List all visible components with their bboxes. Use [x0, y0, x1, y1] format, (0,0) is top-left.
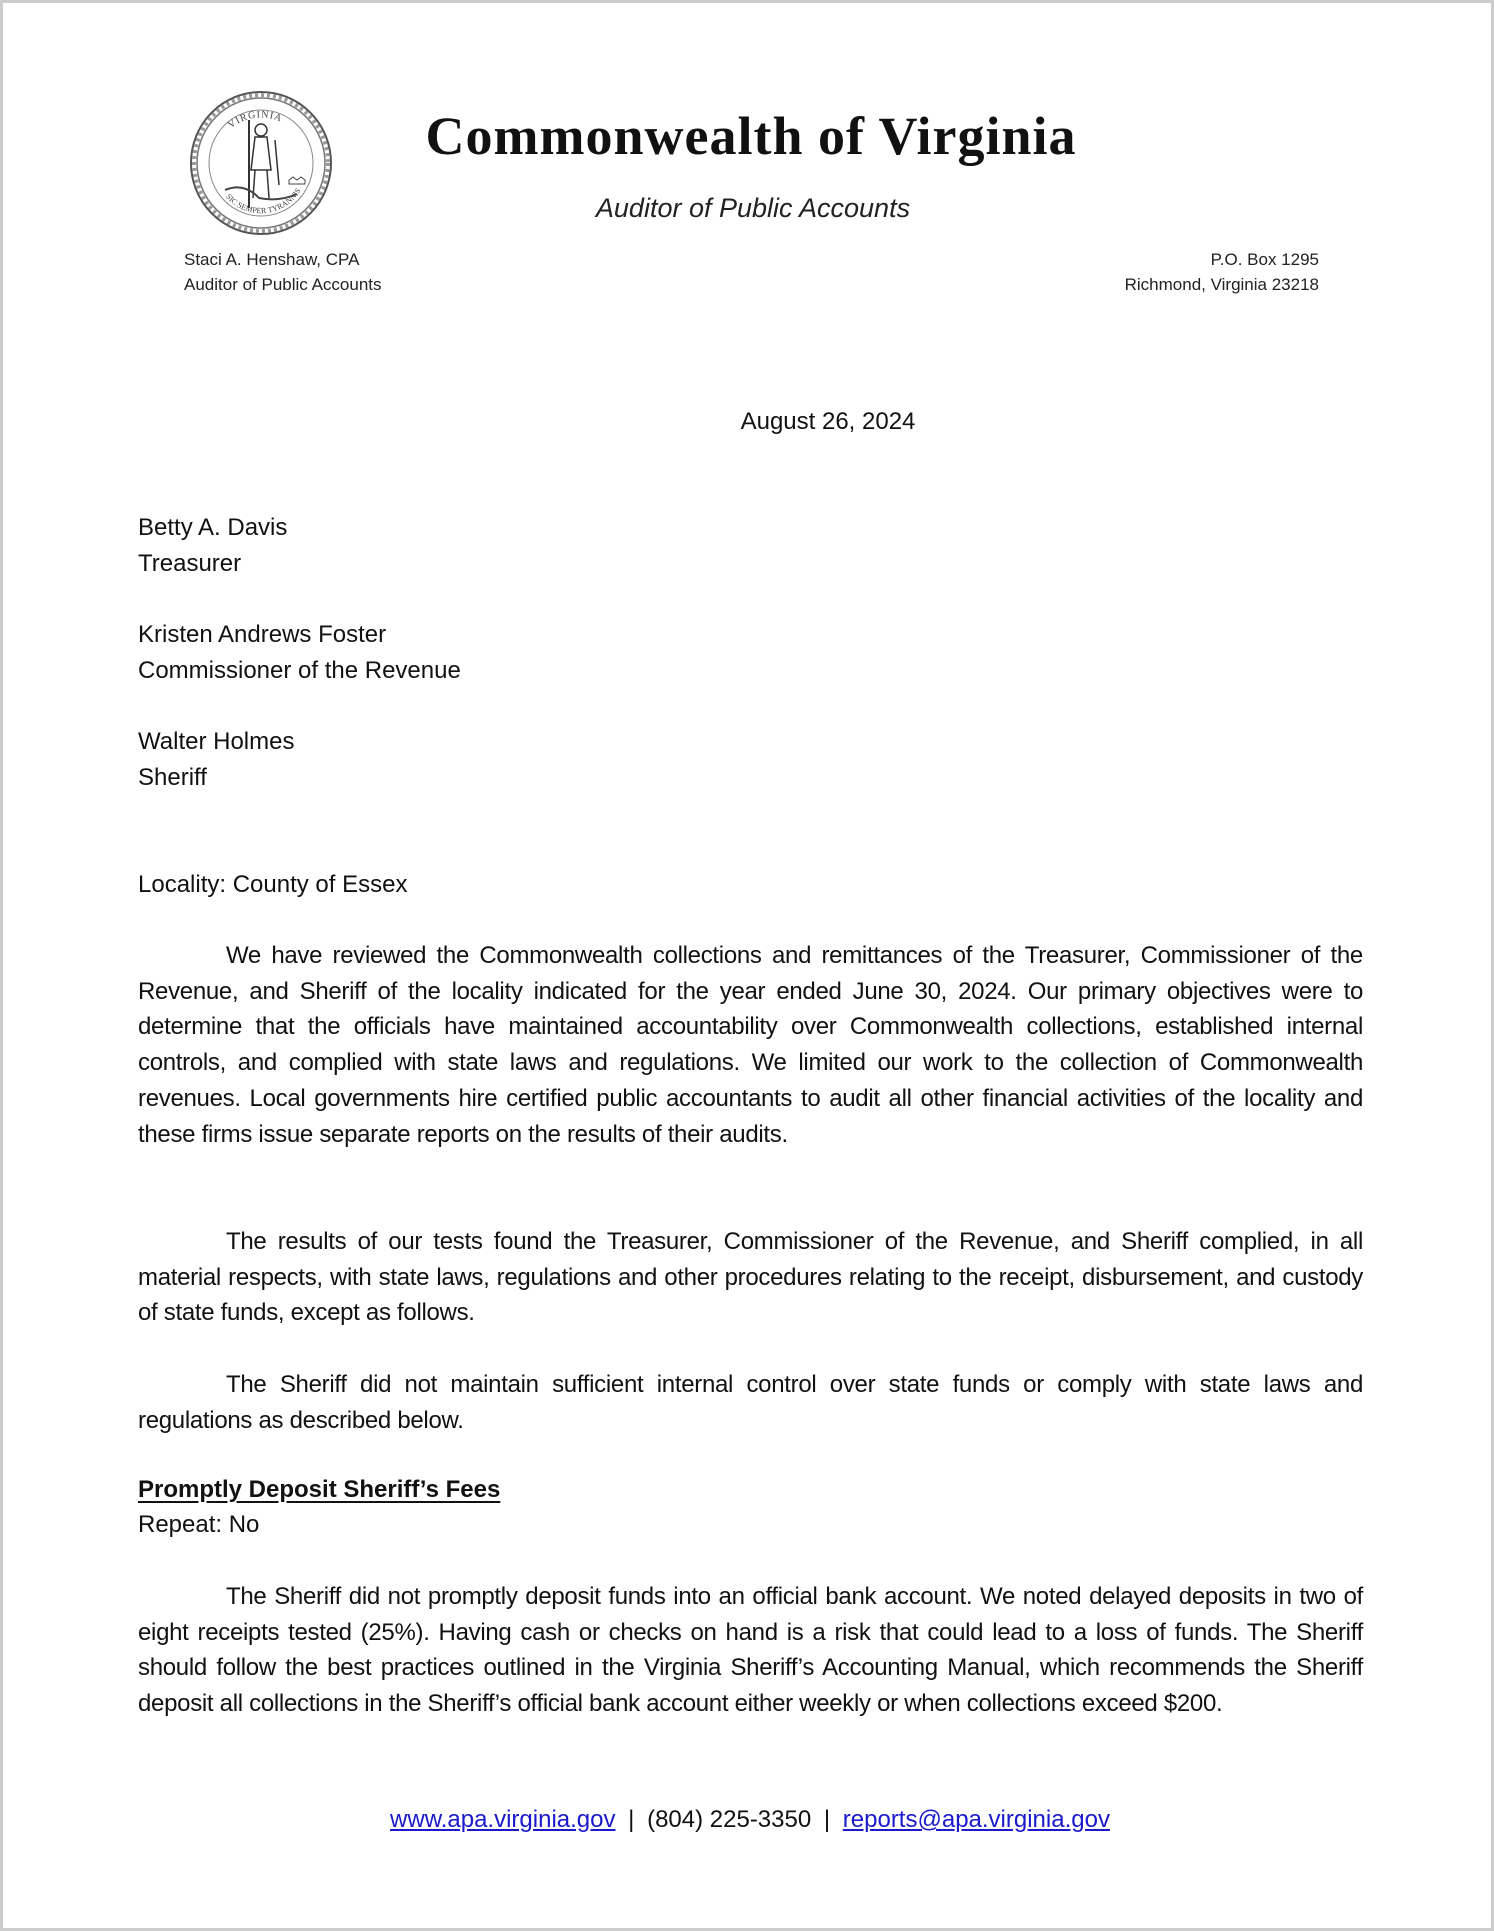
locality-line: Locality: County of Essex	[138, 871, 408, 898]
finding-heading: Promptly Deposit Sheriff’s Fees	[138, 1476, 501, 1503]
footer-separator: |	[823, 1806, 831, 1833]
auditor-title: Auditor of Public Accounts	[184, 275, 382, 294]
website-link[interactable]: www.apa.virginia.gov	[390, 1806, 616, 1833]
finding-repeat-status: Repeat: No	[138, 1511, 260, 1538]
finding-body: The Sheriff did not promptly deposit funds into an official bank account. We noted delayed deposits in two of eight receipts tested (25%). Having cash or checks on hand is a risk that could lead to a loss of funds. The Sheriff should follow the best practices outlined in the Virginia Sheriff’s Accounting Manual, which recommends the Sheriff deposit all collections in the Sheriff’s official bank account either weekly or when collections exceed $200.	[138, 1583, 1363, 1718]
recipient-title: Treasurer	[138, 549, 242, 577]
virginia-state-seal-icon	[189, 90, 333, 236]
letter-date: August 26, 2024	[740, 408, 916, 435]
recipient-name: Walter Holmes	[138, 728, 295, 756]
svg-text:VIRGINIA: VIRGINIA	[226, 109, 285, 131]
recipient-title: Sheriff	[138, 763, 207, 791]
po-box: P.O. Box 1295	[1210, 250, 1319, 269]
footer-contact	[203, 1803, 1297, 1837]
letterhead-subtitle: Auditor of Public Accounts	[595, 193, 911, 223]
city-state-zip: Richmond, Virginia 23218	[1124, 275, 1319, 294]
phone-number: (804) 225-3350	[647, 1806, 812, 1833]
letterhead-title: Commonwealth of Virginia	[425, 106, 1077, 166]
body-paragraph-scope: We have reviewed the Commonwealth collections and remittances of the Treasurer, Commissioner of the Revenue, and Sheriff of the locality indicated for the year ended June 30, 2024. Our primary objectives were to determine that the officials have maintained accountability over Commonwealth collections, established internal controls, and complied with state laws and regulations. We limited our work to the collection of Commonwealth revenues. Local governments hire certified public accountants to audit all other financial activities of the locality and these firms issue separate reports on the results of their audits.	[138, 942, 1363, 1148]
recipient-name: Kristen Andrews Foster	[138, 621, 387, 649]
body-paragraph-results: The results of our tests found the Treasurer, Commissioner of the Revenue, and Sheriff complied, in all material respects, with state laws, regulations and other procedures relating to the receipt, disbursement, and custody of state funds, except as follows.	[138, 1228, 1363, 1327]
recipient-name: Betty A. Davis	[138, 514, 288, 541]
auditor-name-block	[184, 247, 382, 297]
svg-text:SIC SEMPER TYRANNIS: SIC SEMPER TYRANNIS	[224, 186, 303, 216]
mailing-address-block	[1003, 247, 1319, 297]
body-paragraph-sheriff-controls: The Sheriff did not maintain sufficient internal control over state funds or comply with state laws and regulations as described below.	[138, 1371, 1363, 1434]
auditor-name: Staci A. Henshaw, CPA	[184, 250, 360, 269]
email-link[interactable]: reports@apa.virginia.gov	[842, 1806, 1110, 1833]
footer-separator: |	[628, 1806, 635, 1833]
recipient-title: Commissioner of the Revenue	[138, 656, 461, 684]
recipients-block	[138, 510, 838, 796]
